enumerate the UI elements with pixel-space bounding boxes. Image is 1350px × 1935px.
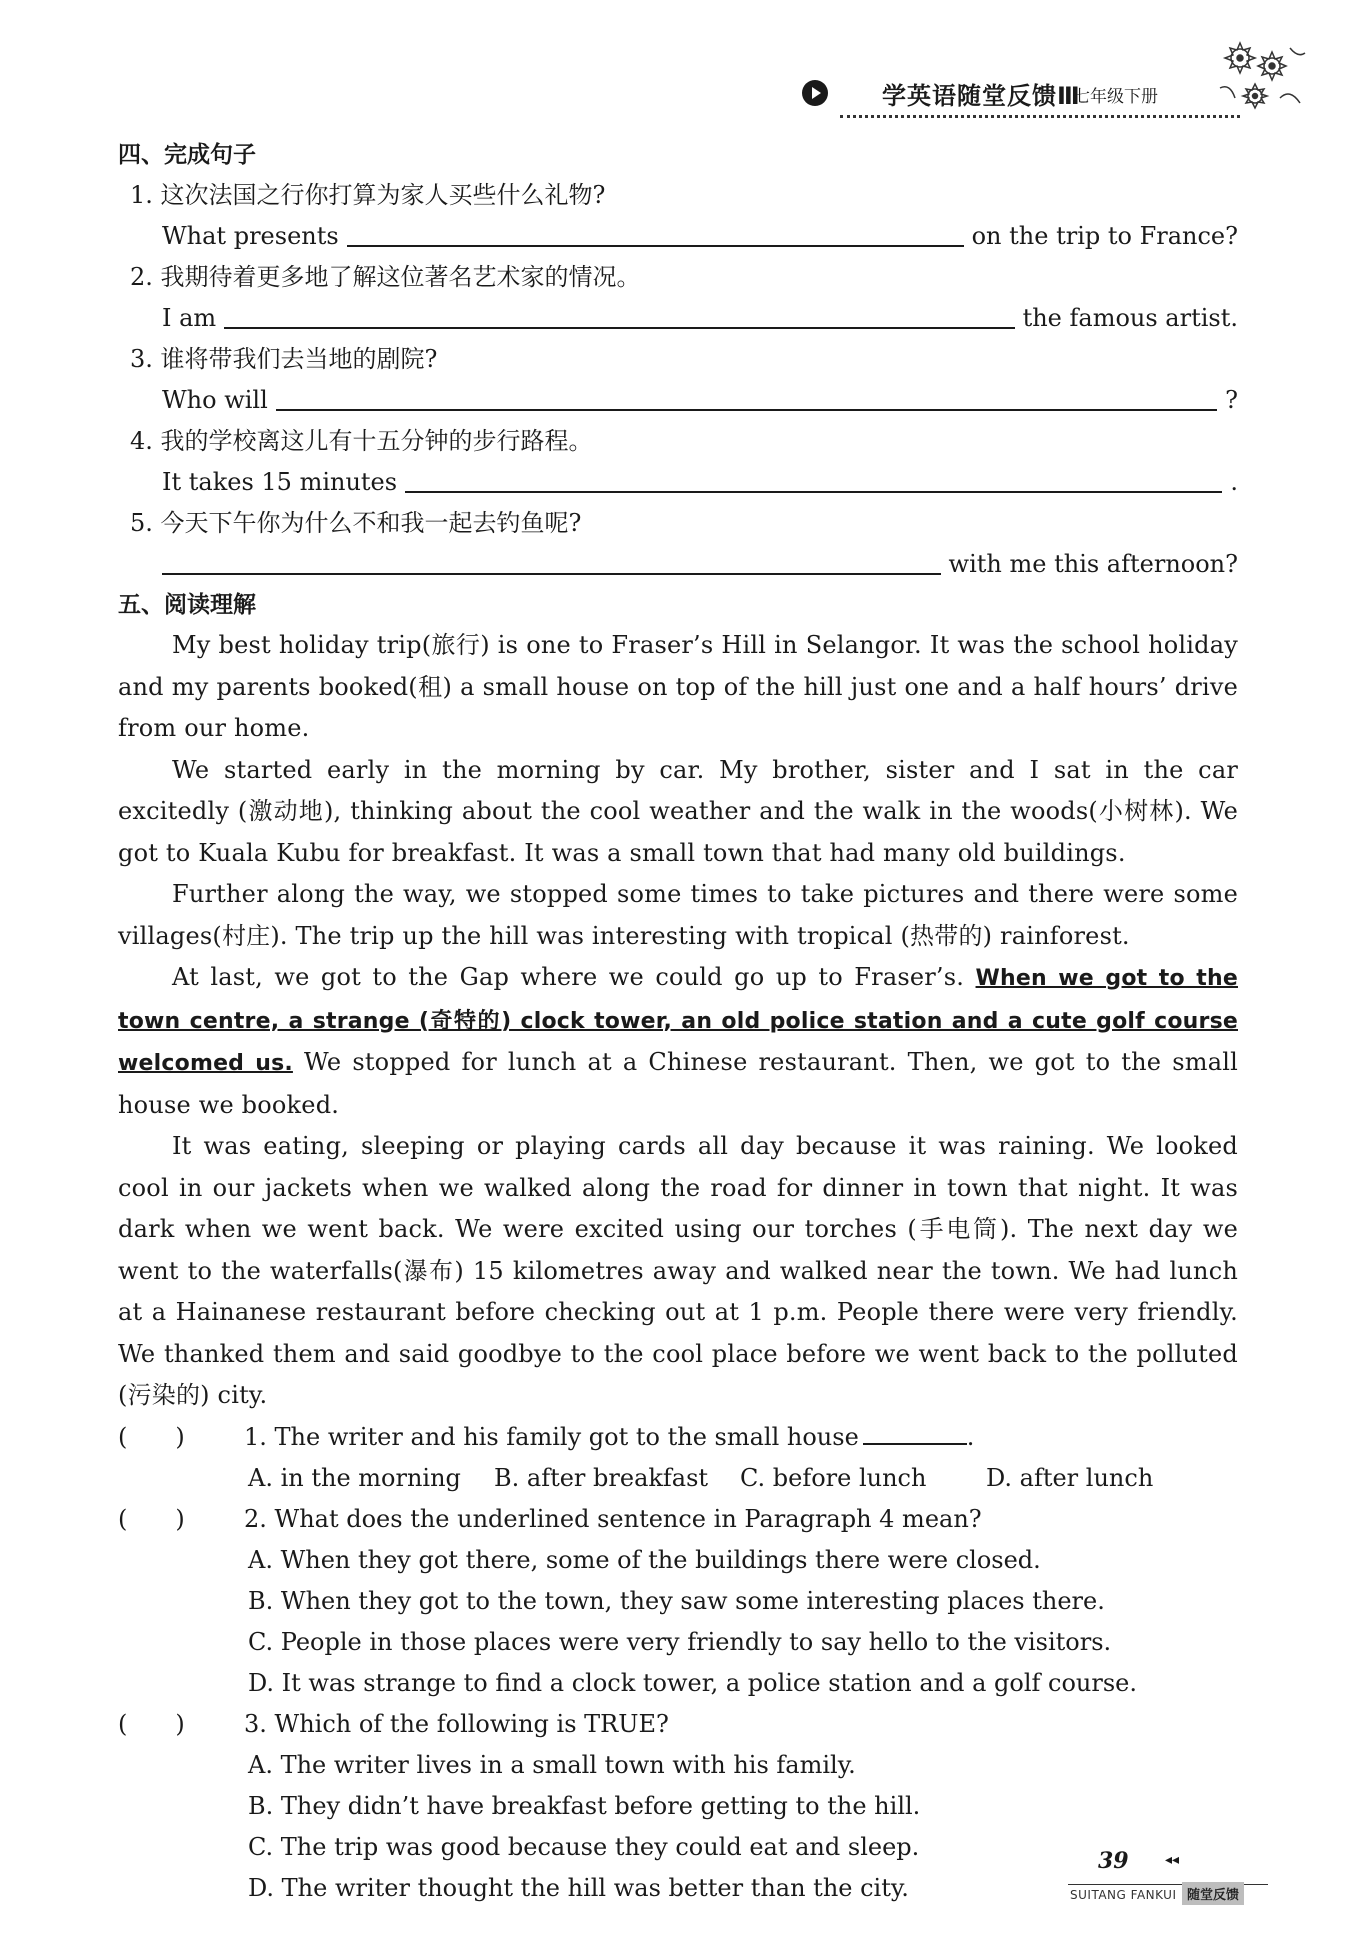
option[interactable]: B. They didn’t have breakfast before getting to the hill. <box>248 1791 921 1820</box>
answer-prefix: What presents <box>162 222 339 250</box>
question-stem: 2. What does the underlined sentence in Paragraph 4 mean? <box>244 1504 982 1533</box>
answer-blank[interactable] <box>405 491 1222 493</box>
passage-paragraph: Further along the way, we stopped some times to take pictures and there were some villages(村庄). The trip up the hill was interesting with tropical (热带的) rainforest. <box>118 880 1238 950</box>
header-dotted-rule <box>840 115 1240 118</box>
answer-prefix: Who will <box>162 386 268 414</box>
option[interactable]: A. in the morning <box>248 1463 461 1492</box>
answer-suffix: the famous artist. <box>1022 304 1238 332</box>
mc-question <box>118 1417 1238 1458</box>
page-content <box>118 135 1238 1909</box>
section-heading: 四、完成句子 <box>118 142 256 168</box>
answer-blank[interactable] <box>162 573 941 575</box>
answer-blank[interactable] <box>863 1442 967 1445</box>
answer-prefix: I am <box>162 304 217 332</box>
mc-question <box>118 1499 1238 1540</box>
question-cn: 4. 我的学校离这儿有十五分钟的步行路程。 <box>130 427 593 455</box>
answer-line <box>118 298 1238 339</box>
p4-text-after: We stopped for lunch at a Chinese restaurant. Then, we got to the small house we booked. <box>118 1048 1238 1119</box>
book-subtitle: 七年级下册 <box>1073 87 1158 107</box>
option-row <box>118 1458 1238 1499</box>
section-heading: 五、阅读理解 <box>118 592 256 618</box>
book-title: 学英语随堂反馈Ⅲ <box>882 82 1081 110</box>
answer-blank[interactable] <box>347 245 964 247</box>
answer-suffix: ? <box>1225 386 1238 414</box>
option[interactable]: C. People in those places were very friendly to say hello to the visitors. <box>248 1627 1112 1656</box>
option[interactable]: C. before lunch <box>740 1463 927 1492</box>
answer-prefix: It takes 15 minutes <box>162 468 398 496</box>
p4-text-before: At last, we got to the Gap where we could go up to Fraser’s. <box>172 963 965 991</box>
brand-badge: 随堂反馈 <box>1182 1882 1244 1905</box>
page-footer <box>1060 1840 1275 1910</box>
question-cn: 5. 今天下午你为什么不和我一起去钓鱼呢? <box>130 509 582 537</box>
option[interactable]: D. It was strange to find a clock tower, a police station and a golf course. <box>248 1668 1137 1697</box>
page-number: 39 <box>1098 1848 1129 1874</box>
passage-paragraph: We started early in the morning by car. My brother, sister and I sat in the car excitedly (激动地), thinking about the cool weather and the walk in the woods(小树林). We got to Kuala Kubu for breakfast. It was a small town that had many old buildings. <box>118 755 1238 867</box>
answer-blank[interactable] <box>224 327 1014 329</box>
option[interactable]: B. When they got to the town, they saw some interesting places there. <box>248 1586 1105 1615</box>
option[interactable]: C. The trip was good because they could eat and sleep. <box>248 1832 920 1861</box>
option[interactable]: D. after lunch <box>986 1463 1154 1492</box>
passage-paragraph: It was eating, sleeping or playing cards all day because it was raining. We looked cool in our jackets when we walked along the road for dinner in town that night. It was dark when we went back. We were excited using our torches (手电筒). The next day we went to the waterfalls(瀑布) 15 kilometres away and walked near the town. We had lunch at a Hainanese restaurant before checking out at 1 p.m. People there were very friendly. We thanked them and said goodbye to the cool place before we went back to the polluted (污染的) city. <box>118 1132 1238 1409</box>
answer-line <box>118 380 1238 421</box>
question-stem: 1. The writer and his family got to the small house <box>244 1422 859 1451</box>
option[interactable]: B. after breakfast <box>494 1463 709 1492</box>
flower-decoration-icon <box>1210 28 1310 128</box>
question-stem: 3. Which of the following is TRUE? <box>244 1709 669 1738</box>
question-cn: 2. 我期待着更多地了解这位著名艺术家的情况。 <box>130 263 641 291</box>
question-cn: 1. 这次法国之行你打算为家人买些什么礼物? <box>130 181 606 209</box>
mc-question <box>118 1704 1238 1745</box>
answer-blank[interactable] <box>276 409 1217 411</box>
option[interactable]: A. The writer lives in a small town with his family. <box>248 1750 856 1779</box>
arrows-icon: ◂◂ <box>1165 1852 1180 1868</box>
option[interactable]: D. The writer thought the hill was better than the city. <box>248 1873 909 1902</box>
answer-line <box>118 216 1238 257</box>
answer-paren[interactable]: ( ) <box>118 1422 185 1451</box>
question-end: . <box>966 1422 975 1451</box>
passage-paragraph-4 <box>118 957 1238 1126</box>
answer-paren[interactable]: ( ) <box>118 1709 185 1738</box>
option[interactable]: A. When they got there, some of the buildings there were closed. <box>248 1545 1041 1574</box>
underlined-sentence: When we got to the town centre, a strange (奇特的) clock tower, an old police station and a cute golf course welcomed us. <box>118 966 1238 1076</box>
answer-paren[interactable]: ( ) <box>118 1504 185 1533</box>
answer-suffix: . <box>1230 468 1238 496</box>
passage-paragraph: My best holiday trip(旅行) is one to Fraser’s Hill in Selangor. It was the school holiday and my parents booked(租) a small house on top of the hill just one and a half hours’ drive from our home. <box>118 631 1238 742</box>
answer-line <box>118 462 1238 503</box>
question-cn: 3. 谁将带我们去当地的剧院? <box>130 345 438 373</box>
answer-suffix: on the trip to France? <box>971 222 1238 250</box>
brand-latin: SUITANG FANKUI <box>1070 1888 1177 1902</box>
answer-line <box>118 544 1238 585</box>
page-header <box>790 70 1260 120</box>
play-icon <box>802 80 828 106</box>
answer-suffix: with me this afternoon? <box>948 550 1238 578</box>
